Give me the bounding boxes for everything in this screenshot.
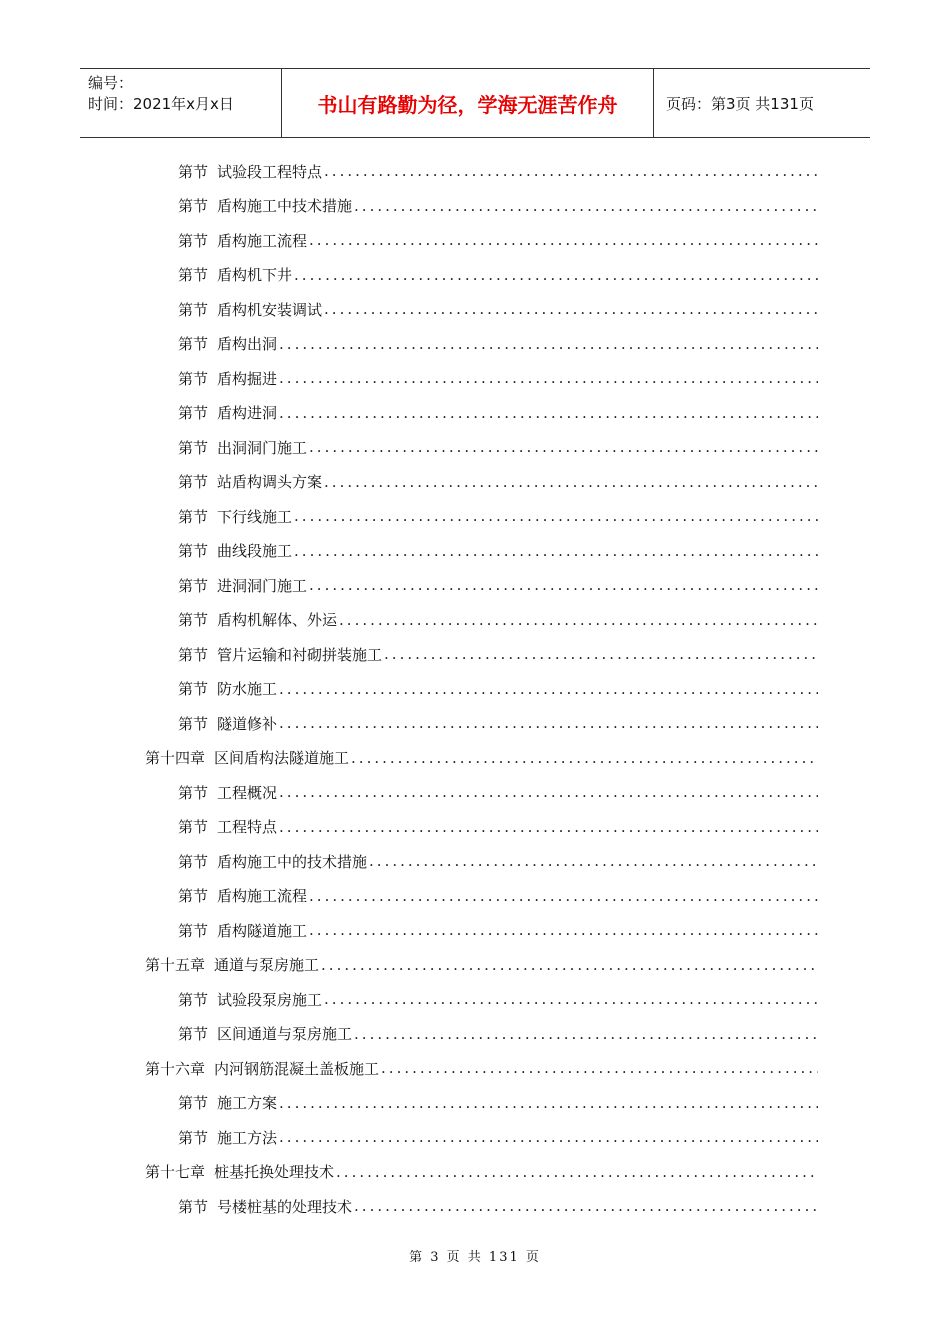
toc-entry-title: 盾构施工流程 xyxy=(217,887,308,905)
motto-text: 书山有路勤为径，学海无涯苦作舟 xyxy=(317,92,618,117)
toc-entry-title: 盾构出洞 xyxy=(217,335,278,353)
toc-entry-number: 第节 xyxy=(178,1025,209,1043)
toc-section-entry[interactable] xyxy=(178,810,818,844)
toc-entry-number: 第节 xyxy=(178,1094,209,1112)
toc-entry-title: 号楼桩基的处理技术 xyxy=(217,1197,353,1216)
toc-leader-dots xyxy=(279,335,818,353)
toc-entry-title: 盾构机下井 xyxy=(217,266,293,284)
toc-entry-number: 第节 xyxy=(178,1128,209,1147)
toc-leader-dots xyxy=(381,1059,818,1077)
toc-chapter-entry[interactable] xyxy=(145,741,818,775)
toc-entry-number: 第节 xyxy=(178,783,209,802)
toc-entry-number: 第节 xyxy=(178,852,209,871)
toc-section-entry[interactable] xyxy=(178,1120,818,1154)
page-header xyxy=(80,68,870,138)
toc-entry-number: 第节 xyxy=(178,231,209,250)
toc-entry-number: 第十四章 xyxy=(145,749,206,767)
toc-entry-number: 第节 xyxy=(178,818,209,836)
toc-leader-dots xyxy=(309,921,818,939)
toc-entry-number: 第节 xyxy=(178,680,209,698)
page-footer xyxy=(0,1246,950,1265)
toc-leader-dots xyxy=(279,680,818,698)
toc-section-entry[interactable] xyxy=(178,568,818,602)
toc-leader-dots xyxy=(279,818,818,836)
toc-leader-dots xyxy=(279,369,818,387)
toc-entry-number: 第节 xyxy=(178,404,209,422)
toc-entry-number: 第节 xyxy=(178,438,209,457)
toc-entry-number: 第十七章 xyxy=(145,1163,206,1181)
toc-entry-title: 出洞洞门施工 xyxy=(217,438,308,457)
toc-entry-title: 试验段泵房施工 xyxy=(217,990,323,1009)
toc-section-entry[interactable] xyxy=(178,844,818,878)
toc-entry-number: 第十五章 xyxy=(145,956,206,974)
toc-entry-title: 通道与泵房施工 xyxy=(214,956,320,974)
toc-leader-dots xyxy=(279,1128,818,1146)
toc-leader-dots xyxy=(309,887,818,905)
toc-section-entry[interactable] xyxy=(178,603,818,637)
header-motto xyxy=(282,69,654,137)
toc-section-entry[interactable] xyxy=(178,1086,818,1120)
toc-section-entry[interactable] xyxy=(178,775,818,809)
toc-section-entry[interactable] xyxy=(178,430,818,464)
toc-leader-dots xyxy=(279,1094,818,1112)
toc-entry-number: 第节 xyxy=(178,473,209,491)
toc-entry-title: 桩基托换处理技术 xyxy=(214,1163,335,1181)
toc-entry-title: 站盾构调头方案 xyxy=(217,473,323,491)
toc-entry-number: 第节 xyxy=(178,335,209,353)
toc-entry-number: 第节 xyxy=(178,990,209,1009)
toc-entry-number: 第节 xyxy=(178,369,209,388)
toc-leader-dots xyxy=(354,1025,818,1043)
toc-entry-title: 盾构机解体、外运 xyxy=(217,611,338,629)
toc-entry-title: 下行线施工 xyxy=(217,507,293,526)
toc-leader-dots xyxy=(294,507,818,525)
toc-entry-number: 第节 xyxy=(178,197,209,215)
toc-entry-title: 施工方法 xyxy=(217,1128,278,1147)
toc-entry-number: 第节 xyxy=(178,611,209,629)
toc-leader-dots xyxy=(354,1197,818,1215)
toc-entry-number: 第节 xyxy=(178,921,209,940)
toc-section-entry[interactable] xyxy=(178,292,818,326)
toc-entry-number: 第节 xyxy=(178,887,209,905)
toc-entry-title: 盾构施工中技术措施 xyxy=(217,197,353,215)
toc-chapter-entry[interactable] xyxy=(145,1051,818,1085)
toc-entry-number: 第节 xyxy=(178,266,209,284)
toc-section-entry[interactable] xyxy=(178,706,818,740)
toc-section-entry[interactable] xyxy=(178,465,818,499)
toc-section-entry[interactable] xyxy=(178,223,818,257)
header-meta xyxy=(80,69,282,137)
toc-entry-title: 盾构机安装调试 xyxy=(217,300,323,319)
toc-section-entry[interactable] xyxy=(178,672,818,706)
toc-section-entry[interactable] xyxy=(178,327,818,361)
toc-section-entry[interactable] xyxy=(178,637,818,671)
toc-entry-title: 盾构进洞 xyxy=(217,404,278,422)
toc-section-entry[interactable] xyxy=(178,361,818,395)
document-number-label: 编号： xyxy=(88,74,134,92)
toc-section-entry[interactable] xyxy=(178,154,818,188)
page-counter: 页码：第3页 共131页 xyxy=(666,94,814,113)
toc-leader-dots xyxy=(354,197,818,215)
toc-entry-title: 试验段工程特点 xyxy=(217,162,323,181)
toc-leader-dots xyxy=(324,162,818,180)
document-date-label: 时间：2021年x月x日 xyxy=(88,95,234,113)
toc-entry-number: 第节 xyxy=(178,576,209,595)
toc-leader-dots xyxy=(384,645,818,663)
toc-entry-title: 防水施工 xyxy=(217,680,278,698)
toc-leader-dots xyxy=(336,1163,818,1181)
toc-entry-number: 第节 xyxy=(178,645,209,664)
toc-leader-dots xyxy=(351,749,818,767)
toc-entry-title: 管片运输和衬砌拼装施工 xyxy=(217,645,383,664)
toc-section-entry[interactable] xyxy=(178,1189,818,1223)
toc-entry-number: 第节 xyxy=(178,542,209,560)
toc-entry-number: 第节 xyxy=(178,162,209,181)
toc-leader-dots xyxy=(279,404,818,422)
toc-entry-number: 第节 xyxy=(178,1197,209,1216)
toc-leader-dots xyxy=(294,266,818,284)
toc-entry-number: 第节 xyxy=(178,300,209,319)
toc-entry-title: 内河钢筋混凝土盖板施工 xyxy=(214,1059,380,1078)
toc-section-entry[interactable] xyxy=(178,258,818,292)
toc-entry-title: 盾构掘进 xyxy=(217,369,278,388)
toc-entry-title: 盾构施工中的技术措施 xyxy=(217,852,368,871)
toc-section-entry[interactable] xyxy=(178,396,818,430)
toc-section-entry[interactable] xyxy=(178,499,818,533)
toc-leader-dots xyxy=(309,231,818,249)
toc-entry-title: 区间盾构法隧道施工 xyxy=(214,749,350,767)
toc-leader-dots xyxy=(279,783,818,801)
toc-entry-title: 进洞洞门施工 xyxy=(217,576,308,595)
toc-entry-title: 隧道修补 xyxy=(217,714,278,733)
toc-entry-title: 盾构施工流程 xyxy=(217,231,308,250)
toc-section-entry[interactable] xyxy=(178,879,818,913)
toc-entry-title: 工程特点 xyxy=(217,818,278,836)
toc-leader-dots xyxy=(309,438,818,456)
toc-leader-dots xyxy=(324,300,818,318)
toc-entry-number: 第十六章 xyxy=(145,1059,206,1078)
toc-entry-title: 曲线段施工 xyxy=(217,542,293,560)
toc-chapter-entry[interactable] xyxy=(145,1155,818,1189)
toc-leader-dots xyxy=(324,990,818,1008)
toc-entry-number: 第节 xyxy=(178,507,209,526)
toc-entry-title: 施工方案 xyxy=(217,1094,278,1112)
header-page-info xyxy=(654,69,870,137)
toc-leader-dots xyxy=(294,542,818,560)
toc-leader-dots xyxy=(321,956,818,974)
toc-entry-number: 第节 xyxy=(178,714,209,733)
toc-section-entry[interactable] xyxy=(178,189,818,223)
toc-leader-dots xyxy=(279,714,818,732)
toc-section-entry[interactable] xyxy=(178,982,818,1016)
toc-entry-title: 区间通道与泵房施工 xyxy=(217,1025,353,1043)
toc-section-entry[interactable] xyxy=(178,913,818,947)
toc-leader-dots xyxy=(309,576,818,594)
toc-section-entry[interactable] xyxy=(178,534,818,568)
toc-leader-dots xyxy=(324,473,818,491)
toc-entry-title: 盾构隧道施工 xyxy=(217,921,308,940)
toc-leader-dots xyxy=(369,852,818,870)
toc-leader-dots xyxy=(339,611,818,629)
toc-section-entry[interactable] xyxy=(178,1017,818,1051)
toc-chapter-entry[interactable] xyxy=(145,948,818,982)
toc-entry-title: 工程概况 xyxy=(217,783,278,802)
footer-page-number: 第 3 页 共 131 页 xyxy=(409,1250,541,1265)
